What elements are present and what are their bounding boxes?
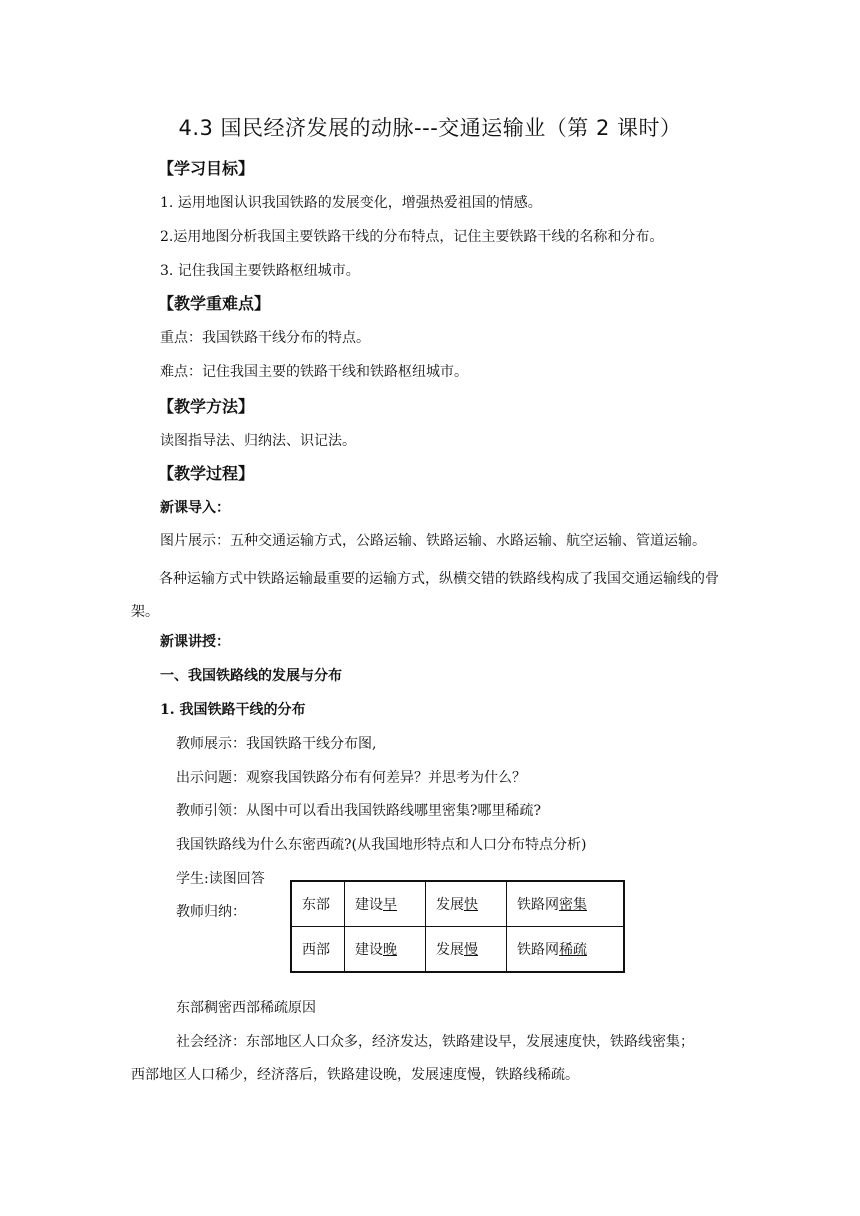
- intro-paragraph-2: 各种运输方式中铁路运输最重要的运输方式，纵横交错的铁路线构成了我国交通运输线的骨架。: [131, 571, 719, 620]
- objectives-heading: 【学习目标】: [158, 159, 255, 178]
- section-heading-1: 一、我国铁路线的发展与分布: [160, 668, 342, 684]
- difficult-point: 难点：记住我国主要的铁路干线和铁路枢纽城市。: [160, 364, 468, 380]
- methods-text: 读图指导法、归纳法、识记法。: [160, 433, 356, 449]
- teacher-show-line: 教师展示：我国铁路干线分布图,: [176, 736, 377, 752]
- table-cell-build: 建设晚: [345, 927, 426, 973]
- reason-heading: 东部稠密西部稀疏原因: [176, 1000, 316, 1016]
- reason-paragraph-cont: 西部地区人口稀少，经济落后，铁路建设晚，发展速度慢，铁路线稀疏。: [131, 1067, 579, 1083]
- lecture-heading: 新课讲授：: [160, 634, 230, 650]
- section-heading-1-1: 1. 我国铁路干线的分布: [160, 702, 306, 718]
- objective-item-3: 3. 记住我国主要铁路枢纽城市。: [160, 263, 360, 279]
- table-cell-develop: 发展慢: [426, 927, 507, 973]
- teacher-guide-line: 教师引领：从图中可以看出我国铁路线哪里密集?哪里稀疏?: [176, 803, 542, 819]
- table-cell-network: 铁路网稀疏: [507, 927, 625, 973]
- intro-heading: 新课导入：: [160, 500, 230, 516]
- student-line: 学生:读图回答: [176, 871, 265, 887]
- methods-heading: 【教学方法】: [158, 397, 255, 416]
- key-points-heading: 【教学重难点】: [158, 294, 271, 313]
- question-line: 出示问题：观察我国铁路分布有何差异？并思考为什么？: [176, 770, 526, 786]
- intro-paragraph-1: 图片展示：五种交通运输方式，公路运输、铁路运输、水路运输、航空运输、管道运输。: [160, 533, 706, 549]
- table-cell-develop: 发展快: [426, 881, 507, 927]
- page-title: 4.3 国民经济发展的动脉---交通运输业（第 2 课时）: [178, 116, 682, 140]
- table-cell-network: 铁路网密集: [507, 881, 625, 927]
- key-point: 重点：我国铁路干线分布的特点。: [160, 330, 370, 346]
- table-cell-region: 西部: [291, 927, 345, 973]
- why-line: 我国铁路线为什么东密西疏?(从我国地形特点和人口分布特点分析): [176, 837, 587, 853]
- table-row: [291, 881, 624, 927]
- objective-item-2: 2.运用地图分析我国主要铁路干线的分布特点，记住主要铁路干线的名称和分布。: [160, 229, 664, 245]
- table-cell-build: 建设早: [345, 881, 426, 927]
- process-heading: 【教学过程】: [158, 464, 255, 483]
- comparison-table: [290, 880, 625, 973]
- table-cell-region: 东部: [291, 881, 345, 927]
- teacher-summary-line: 教师归纳：: [176, 904, 246, 920]
- objective-item-1: 1. 运用地图认识我国铁路的发展变化，增强热爱祖国的情感。: [160, 195, 542, 211]
- reason-paragraph: 社会经济：东部地区人口众多，经济发达，铁路建设早，发展速度快，铁路线密集；: [176, 1034, 694, 1050]
- table-row: [291, 927, 624, 973]
